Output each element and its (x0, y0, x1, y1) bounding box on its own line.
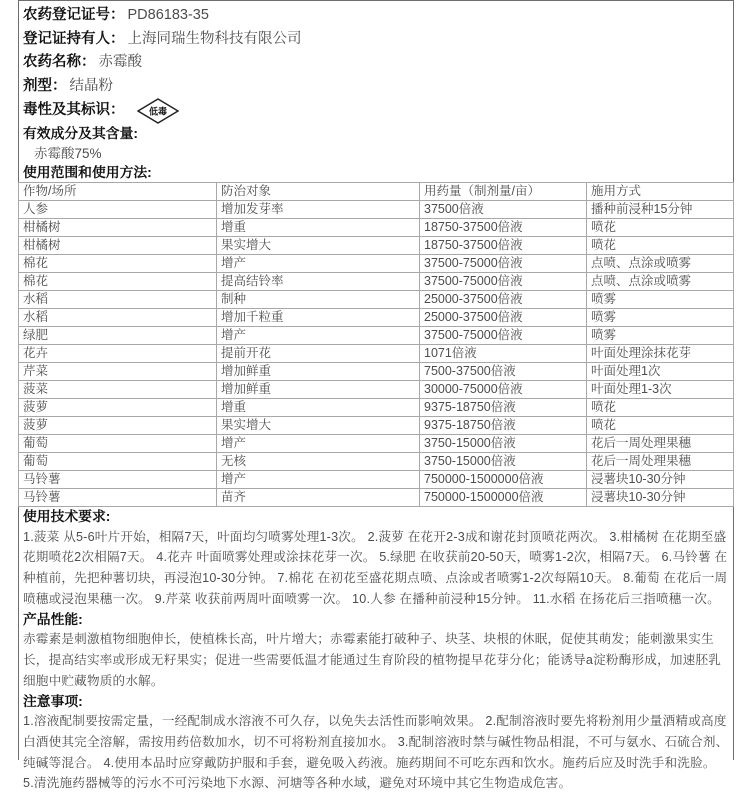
table-cell: 菠菜 (19, 381, 217, 399)
ingredients-value: 赤霉酸75% (34, 145, 102, 161)
table-cell: 叶面处理1-3次 (587, 381, 734, 399)
table-cell: 增重 (217, 219, 420, 237)
column-header: 用药量（制剂量/亩） (420, 183, 587, 201)
table-cell: 水稻 (19, 291, 217, 309)
pesticide-name-line (19, 51, 733, 75)
table-cell: 9375-18750倍液 (420, 417, 587, 435)
table-row (19, 381, 734, 399)
table-cell: 37500倍液 (420, 201, 587, 219)
certificate-holder-label: 登记证持有人： (23, 30, 125, 47)
column-header: 作物/场所 (19, 183, 217, 201)
registration-number-value: PD86183-35 (127, 7, 209, 23)
table-cell: 7500-37500倍液 (420, 363, 587, 381)
table-cell: 叶面处理涂抹花芽 (587, 345, 734, 363)
table-cell: 增加鲜重 (217, 381, 420, 399)
table-cell: 浸薯块10-30分钟 (587, 489, 734, 507)
table-cell: 制种 (217, 291, 420, 309)
product-performance-text: 赤霉素是刺激植物细胞伸长，使植株长高，叶片增大；赤霉素能打破种子、块茎、块根的休眠，促使其萌发；能刺激果实生长，提高结实率或形成无籽果实；促进一些需要低温才能通过生育阶段的植物提早花芽分化；能诱导a淀粉酶形成，加速胚乳细胞中贮藏物质的水解。 (23, 632, 722, 688)
table-cell: 马铃薯 (19, 471, 217, 489)
table-cell: 花卉 (19, 345, 217, 363)
table-cell: 喷花 (587, 417, 734, 435)
table-cell: 增加鲜重 (217, 363, 420, 381)
low-toxicity-icon-label: 低毒 (148, 106, 167, 117)
table-row (19, 435, 734, 453)
table-row (19, 453, 734, 471)
table-row (19, 327, 734, 345)
low-toxicity-icon (137, 98, 179, 124)
table-row (19, 255, 734, 273)
product-performance-title: 产品性能: (23, 611, 83, 627)
registration-number-line (19, 4, 733, 28)
table-cell: 3750-15000倍液 (420, 435, 587, 453)
table-cell: 芹菜 (19, 363, 217, 381)
table-cell: 37500-75000倍液 (420, 327, 587, 345)
table-cell: 花后一周处理果穗 (587, 453, 734, 471)
table-cell: 增加发芽率 (217, 201, 420, 219)
table-cell: 点喷、点涂或喷雾 (587, 255, 734, 273)
table-cell: 棉花 (19, 273, 217, 291)
table-cell: 25000-37500倍液 (420, 309, 587, 327)
table-cell: 无核 (217, 453, 420, 471)
table-cell: 喷雾 (587, 291, 734, 309)
table-row (19, 237, 734, 255)
usage-title: 使用范围和使用方法: (23, 164, 152, 180)
table-row (19, 417, 734, 435)
table-cell: 喷花 (587, 237, 734, 255)
usage-table (18, 182, 734, 507)
table-cell: 3750-15000倍液 (420, 453, 587, 471)
usage-table-body (19, 201, 734, 507)
certificate-holder-value: 上海同瑞生物科技有限公司 (127, 30, 302, 47)
table-cell: 播种前浸种15分钟 (587, 201, 734, 219)
table-cell: 增产 (217, 327, 420, 345)
table-cell: 果实增大 (217, 417, 420, 435)
table-cell: 25000-37500倍液 (420, 291, 587, 309)
table-cell: 增产 (217, 435, 420, 453)
certificate-holder-line (19, 28, 733, 52)
table-row (19, 399, 734, 417)
table-cell: 提高结铃率 (217, 273, 420, 291)
table-cell: 浸薯块10-30分钟 (587, 471, 734, 489)
table-cell: 葡萄 (19, 435, 217, 453)
table-cell: 果实增大 (217, 237, 420, 255)
table-cell: 葡萄 (19, 453, 217, 471)
precautions-text: 1.溶液配制要按需定量，一经配制成水溶液不可久存，以免失去活性而影响效果。 2.配制溶液时要先将粉剂用少量酒精或高度白酒使其完全溶解，需按用药倍数加水，切不可将粉剂直接加水。 3.配制溶液时禁与碱性物品相混，不可与氨水、石硫合剂、纯碱等混合。 4.使用本品时应穿戴防护服和手套，避免吸入药液。施药期间不可吃东西和饮水。施药后应及时洗手和洗脸。 5.清洗施药器械等的污水不可污染地下水源、河塘等各种水域，避免对环境中其它生物造成危害。 (23, 714, 729, 791)
table-cell: 1071倍液 (420, 345, 587, 363)
table-cell: 菠萝 (19, 417, 217, 435)
table-cell: 增产 (217, 471, 420, 489)
table-row (19, 489, 734, 507)
table-cell: 苗齐 (217, 489, 420, 507)
table-cell: 水稻 (19, 309, 217, 327)
ingredients-title: 有效成分及其含量: (23, 126, 138, 141)
column-header: 施用方式 (587, 183, 734, 201)
table-cell: 菠萝 (19, 399, 217, 417)
toxicity-line (19, 98, 733, 124)
table-cell: 喷雾 (587, 309, 734, 327)
table-cell: 增重 (217, 399, 420, 417)
table-cell: 750000-1500000倍液 (420, 489, 587, 507)
table-row (19, 219, 734, 237)
table-cell: 点喷、点涂或喷雾 (587, 273, 734, 291)
pesticide-name-label: 农药名称： (23, 54, 96, 70)
table-cell: 柑橘树 (19, 237, 217, 255)
table-cell: 柑橘树 (19, 219, 217, 237)
formulation-line (19, 75, 733, 99)
table-cell: 花后一周处理果穗 (587, 435, 734, 453)
pesticide-name-value: 赤霉酸 (98, 54, 142, 70)
registration-number-label: 农药登记证号： (23, 7, 125, 23)
column-header: 防治对象 (217, 183, 420, 201)
table-row (19, 363, 734, 381)
table-cell: 18750-37500倍液 (420, 237, 587, 255)
tech-requirements-text: 1.菠菜 从5-6叶片开始，相隔7天，叶面均匀喷雾处理1-3次。 2.菠萝 在花开2-3成和谢花封顶喷花两次。 3.柑橘树 在花期至盛花期喷花2次相隔7天。 4.花卉 叶面喷雾处理或涂抹花芽一次。 5.绿肥 在收获前20-50天，喷雾1-2次，相隔7天。 6.马铃薯 在种植前，先把种薯切块，再浸泡10-30分钟。 7.棉花 在初花至盛花期点喷、点涂或者喷雾1-2次每隔10天。 8.葡萄 在花后一周喷穗或浸泡果穗一次。 9.芹菜 收获前两周叶面喷雾一次。 10.人参 在播种前浸种15分钟。 11.水稻 在扬花后三指喷穗一次。 (23, 529, 728, 606)
table-cell: 增加千粒重 (217, 309, 420, 327)
table-cell: 棉花 (19, 255, 217, 273)
table-row (19, 309, 734, 327)
usage-table-header-row (19, 183, 734, 201)
table-row (19, 291, 734, 309)
formulation-label: 剂型： (23, 77, 67, 94)
registration-document (18, 0, 734, 791)
formulation-value: 结晶粉 (69, 77, 113, 94)
table-row (19, 471, 734, 489)
table-cell: 提前开花 (217, 345, 420, 363)
table-cell: 750000-1500000倍液 (420, 471, 587, 489)
table-cell: 喷雾 (587, 327, 734, 345)
table-cell: 30000-75000倍液 (420, 381, 587, 399)
table-cell: 喷花 (587, 219, 734, 237)
table-cell: 9375-18750倍液 (420, 399, 587, 417)
tech-requirements-title: 使用技术要求: (23, 509, 111, 524)
toxicity-label: 毒性及其标识： (23, 102, 125, 119)
table-cell: 增产 (217, 255, 420, 273)
table-cell: 喷花 (587, 399, 734, 417)
table-cell: 绿肥 (19, 327, 217, 345)
table-cell: 37500-75000倍液 (420, 255, 587, 273)
table-cell: 马铃薯 (19, 489, 217, 507)
table-cell: 18750-37500倍液 (420, 219, 587, 237)
table-cell: 人参 (19, 201, 217, 219)
table-cell: 叶面处理1次 (587, 363, 734, 381)
precautions-title: 注意事项: (23, 693, 83, 709)
table-row (19, 345, 734, 363)
table-row (19, 273, 734, 291)
table-row (19, 201, 734, 219)
table-cell: 37500-75000倍液 (420, 273, 587, 291)
